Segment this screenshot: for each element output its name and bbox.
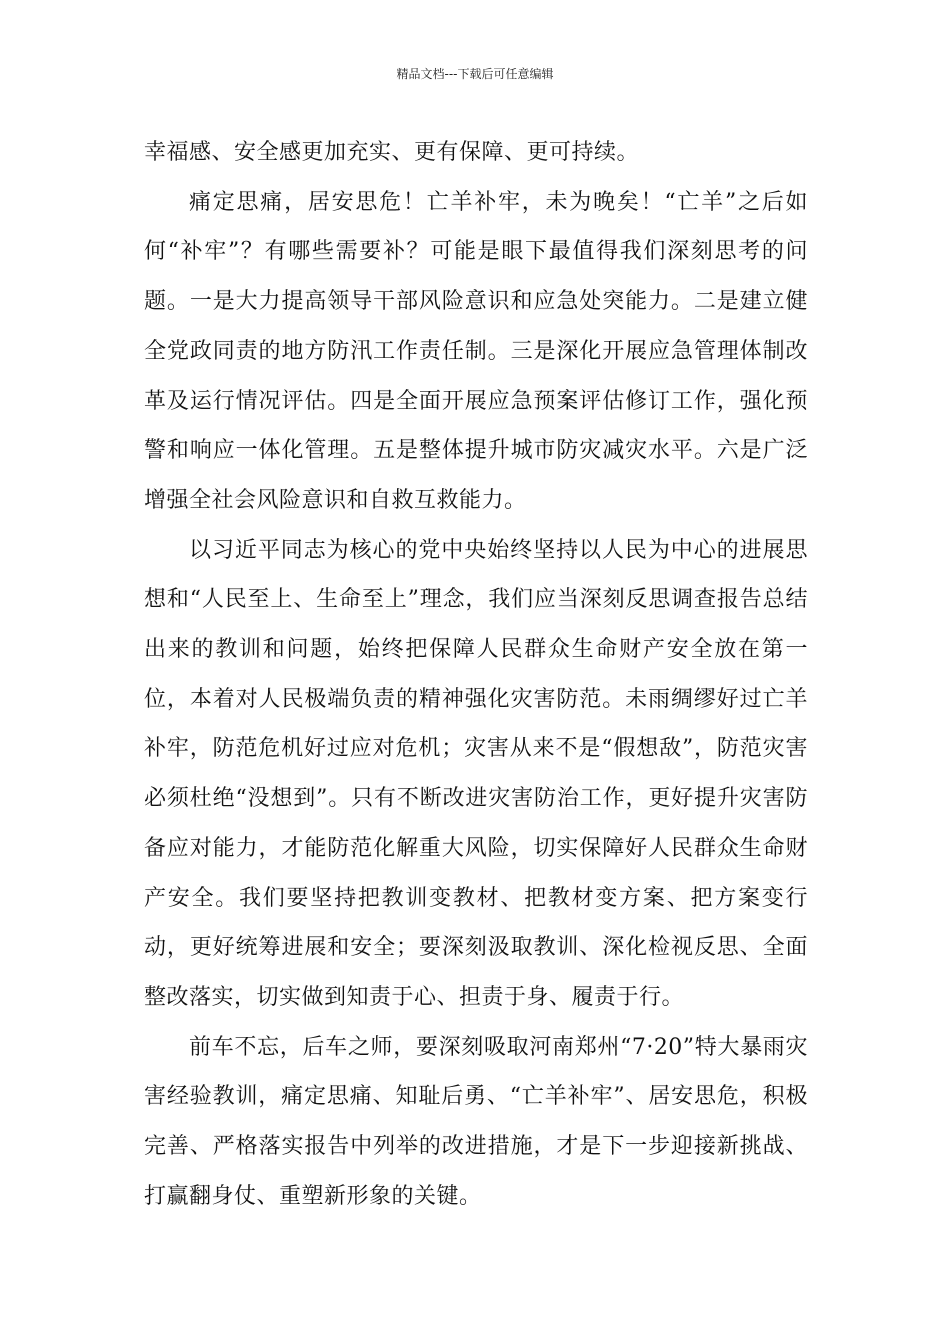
paragraph-3: 以习近平同志为核心的党中央始终坚持以人民为中心的进展思想和“人民至上、生命至上”理念，我们应当深刻反思调查报告总结出来的教训和问题，始终把保障人民群众生命财产安全放在第一位，本着对人民极端负责的精神强化灾害防范。未雨绸缪好过亡羊补牢，防范危机好过应对危机；灾害从来不是“假想敌”，防范灾害必须杜绝“没想到”。只有不断改进灾害防治工作，更好提升灾害防备应对能力，才能防范化解重大风险，切实保障好人民群众生命财产安全。我们要坚持把教训变教材、把教材变方案、把方案变行动，更好统筹进展和安全；要深刻汲取教训、深化检视反思、全面整改落实，切实做到知责于心、担责于身、履责于行。: [144, 537, 808, 1010]
document-body: [144, 128, 808, 1221]
paragraph-2: 痛定思痛，居安思危！亡羊补牢，未为晚矣！“亡羊”之后如何“补牢”？有哪些需要补？可能是眼下最值得我们深刻思考的问题。一是大力提高领导干部风险意识和应急处突能力。二是建立健全党政同责的地方防汛工作责任制。三是深化开展应急管理体制改革及运行情况评估。四是全面开展应急预案评估修订工作，强化预警和响应一体化管理。五是整体提升城市防灾减灾水平。六是广泛增强全社会风险意识和自救互救能力。: [144, 189, 808, 513]
paragraph-1: 幸福感、安全感更加充实、更有保障、更可持续。: [144, 140, 640, 165]
page-header: 精品文档---下载后可任意编辑: [396, 67, 554, 81]
paragraph-4: 前车不忘，后车之师，要深刻吸取河南郑州“7·20”特大暴雨灾害经验教训，痛定思痛、知耻后勇、“亡羊补牢”、居安思危，积极完善、严格落实报告中列举的改进措施，才是下一步迎接新挑战、打赢翻身仗、重塑新形象的关键。: [144, 1034, 808, 1209]
